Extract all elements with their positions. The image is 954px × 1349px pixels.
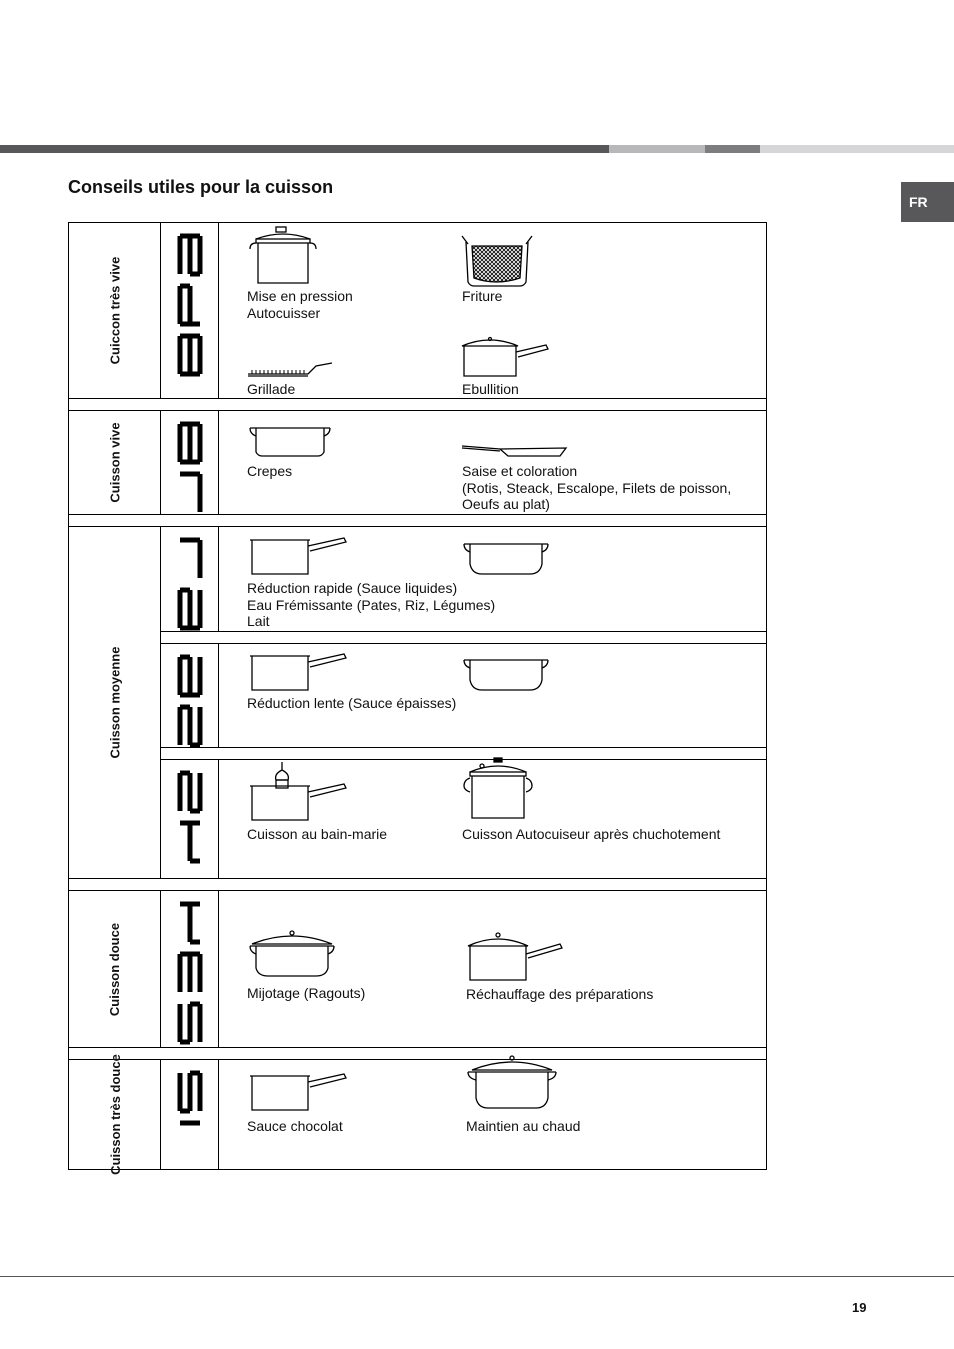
item-label-simmer: Mijotage (Ragouts) (247, 985, 366, 1001)
item-label-crepes: Crepes (247, 463, 293, 479)
header-bar-mid (705, 145, 760, 153)
row-separator (160, 643, 767, 644)
power-digit (180, 540, 200, 578)
power-level-digits (162, 526, 217, 631)
row-separator (160, 631, 767, 632)
power-level-digits (162, 410, 217, 515)
power-digit (180, 823, 200, 861)
power-digit (180, 773, 200, 811)
power-digit (180, 590, 200, 628)
wide-pot-icon (246, 422, 336, 460)
saucepan-icon (246, 1070, 350, 1114)
column-divider (218, 759, 219, 879)
grill-pan-icon (246, 358, 336, 380)
item-label-pressure-after: Cuisson Autocuiseur après chuchotement (462, 826, 721, 842)
power-digit (180, 707, 200, 745)
category-label: Cuisson douce (107, 922, 123, 1016)
column-divider (218, 222, 219, 399)
table-edge-left (68, 879, 69, 890)
item-label-bain-marie: Cuisson au bain-marie (247, 826, 388, 842)
power-level-digits (162, 890, 217, 1048)
stockpot-lid-icon (246, 928, 338, 980)
power-level-digits (162, 222, 217, 399)
saucepan-lid-icon (460, 334, 552, 380)
item-label-fast-reduction: Réduction rapide (Sauce liquides) Eau Frémissante (Pates, Riz, Légumes) Lait (247, 580, 496, 629)
item-label-pressure: Mise en pression Autocuisser (247, 288, 353, 321)
item-label-reheat: Réchauffage des préparations (466, 986, 654, 1002)
table-edge-right (766, 1048, 767, 1059)
table-edge-left (68, 515, 69, 526)
category-label: Cuisson vive (107, 422, 123, 503)
power-digit (180, 657, 200, 695)
item-label-frying: Friture (462, 288, 503, 304)
column-divider (218, 1059, 219, 1170)
power-digit (180, 336, 200, 374)
power-digit (180, 474, 200, 512)
table-edge-right (766, 515, 767, 526)
power-level-digits (162, 1059, 217, 1170)
page-title: Conseils utiles pour la cuisson (68, 177, 334, 197)
item-label-boil: Ebullition (462, 381, 519, 397)
saucepan-lid-icon (464, 930, 568, 982)
item-label-searing: Saise et coloration (Rotis, Steack, Escalope, Filets de poisson, Oeufs au plat) (462, 463, 732, 512)
pressure-cooker-icon (246, 225, 320, 287)
language-tab: FR (901, 182, 954, 222)
frying-basket-icon (460, 234, 534, 288)
stockpot-lid-icon (464, 1052, 560, 1114)
category-label: Cuisson très douce (107, 1054, 123, 1175)
power-digit (180, 954, 200, 992)
power-digit (180, 1073, 200, 1111)
header-bar-dark (0, 145, 609, 153)
item-label-slow-reduction: Réduction lente (Sauce épaisses) (247, 695, 457, 711)
page-number: 19 (852, 1300, 867, 1315)
item-label-grill: Grillade (247, 381, 296, 397)
category-label: Cuisson moyenne (107, 646, 123, 759)
table-edge-right (766, 399, 767, 410)
header-bar-pale (760, 145, 954, 153)
power-level-digits (162, 759, 217, 879)
power-digit (180, 286, 200, 324)
column-divider (218, 890, 219, 1048)
power-digit (180, 236, 200, 274)
saucepan-icon (246, 650, 350, 694)
wide-pot-icon (460, 654, 552, 694)
column-divider (218, 526, 219, 632)
column-divider (218, 410, 219, 515)
power-digit (180, 1004, 200, 1042)
table-edge-left (68, 1048, 69, 1059)
item-label-keep-warm: Maintien au chaud (466, 1118, 581, 1134)
table-edge-left (68, 399, 69, 410)
table-edge-right (766, 879, 767, 890)
pressure-cooker-icon (460, 756, 536, 822)
column-divider (218, 643, 219, 748)
bain-marie-icon (246, 760, 350, 824)
category-label: Cuiccon très vive (107, 256, 123, 365)
power-level-digits (162, 643, 217, 748)
footer-rule (0, 1276, 954, 1277)
power-digit (180, 904, 200, 942)
wide-pot-icon (460, 538, 552, 578)
header-bar-light (609, 145, 705, 153)
row-separator (160, 747, 767, 748)
power-digit (180, 424, 200, 462)
frying-pan-icon (460, 440, 570, 460)
item-label-chocolate: Sauce chocolat (247, 1118, 343, 1134)
saucepan-icon (246, 534, 350, 578)
